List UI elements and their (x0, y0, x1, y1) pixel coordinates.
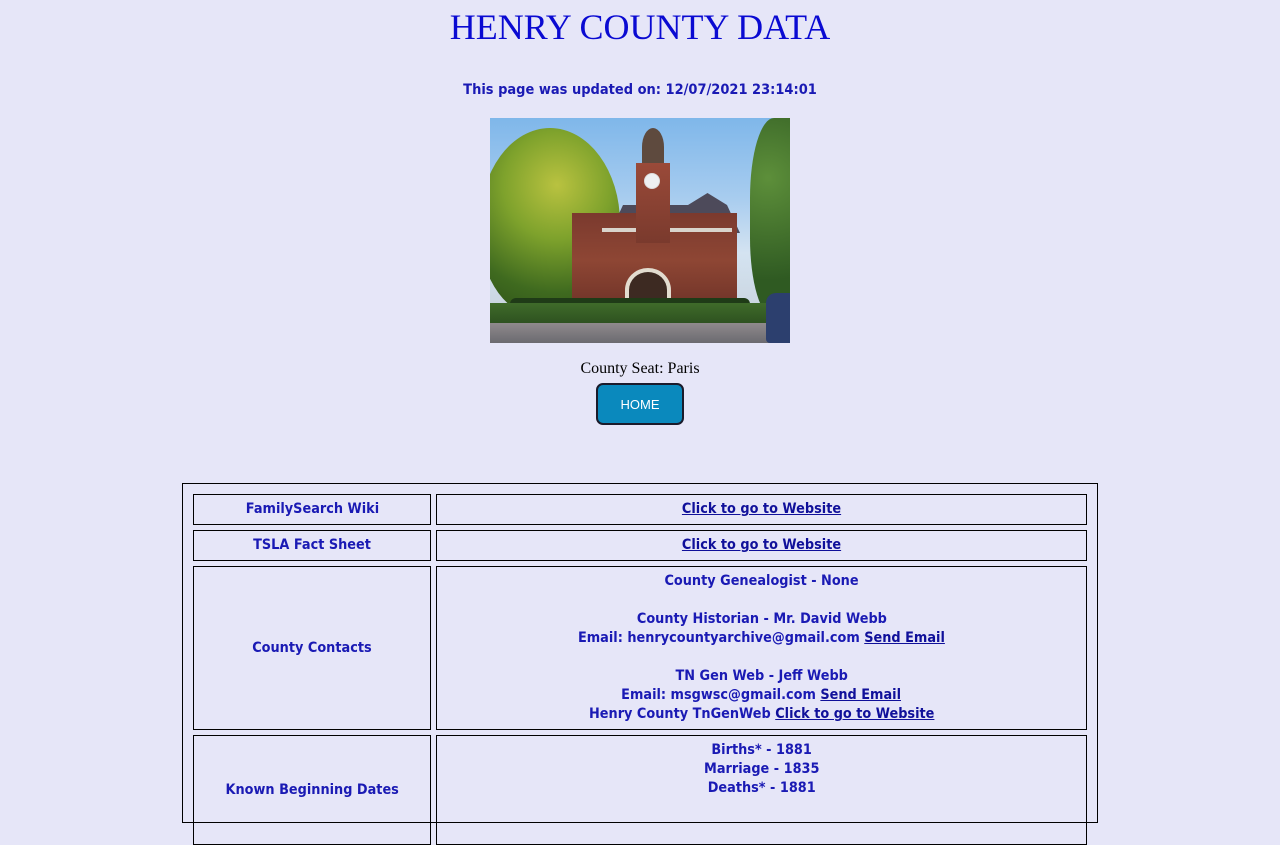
lawn (490, 303, 790, 323)
historian-email: Email: henrycountyarchive@gmail.com (578, 630, 860, 646)
label-text: Known Beginning Dates (225, 781, 399, 798)
tngenweb-text: TN Gen Web - Jeff Webb (675, 668, 848, 684)
tngenweb-send-email-link[interactable]: Send Email (820, 687, 902, 703)
tngenweb-site-label: Henry County TnGenWeb (588, 706, 771, 722)
familysearch-website-link[interactable]: Click to go to Website (681, 501, 842, 517)
label-text: FamilySearch Wiki (245, 501, 379, 517)
deaths-date: Deaths* - 1881 (707, 780, 816, 796)
row-label-dates (193, 735, 431, 845)
car (766, 293, 790, 343)
tsla-website-link[interactable]: Click to go to Website (681, 537, 842, 553)
historian-text: County Historian - Mr. David Webb (636, 611, 887, 627)
genealogist-text: County Genealogist - None (664, 573, 859, 589)
tree-right (750, 118, 790, 318)
county-seat: County Seat: Paris (580, 360, 700, 377)
births-date: Births* - 1881 (711, 742, 812, 758)
label-text: County Contacts (252, 639, 372, 656)
row-value-tsla (436, 530, 1087, 561)
cupola (642, 128, 664, 166)
row-label-contacts (193, 566, 431, 730)
clock-icon (644, 173, 660, 189)
row-value-contacts (436, 566, 1087, 730)
road (490, 323, 790, 343)
tngenweb-email: Email: msgwsc@gmail.com (621, 687, 817, 703)
courthouse-photo (490, 118, 790, 343)
marriage-date: Marriage - 1835 (703, 761, 820, 777)
last-updated-text: This page was updated on: 12/07/2021 23:14:01 (463, 82, 817, 98)
label-text: TSLA Fact Sheet (253, 537, 371, 553)
historian-send-email-link[interactable]: Send Email (864, 630, 945, 646)
page-title: HENRY COUNTY DATA (449, 7, 831, 47)
tngenweb-website-link[interactable]: Click to go to Website (775, 706, 935, 722)
home-button[interactable]: HOME (596, 383, 684, 425)
row-value-familysearch (436, 494, 1087, 525)
row-value-dates (436, 735, 1087, 845)
row-label-familysearch (193, 494, 431, 525)
row-label-tsla (193, 530, 431, 561)
